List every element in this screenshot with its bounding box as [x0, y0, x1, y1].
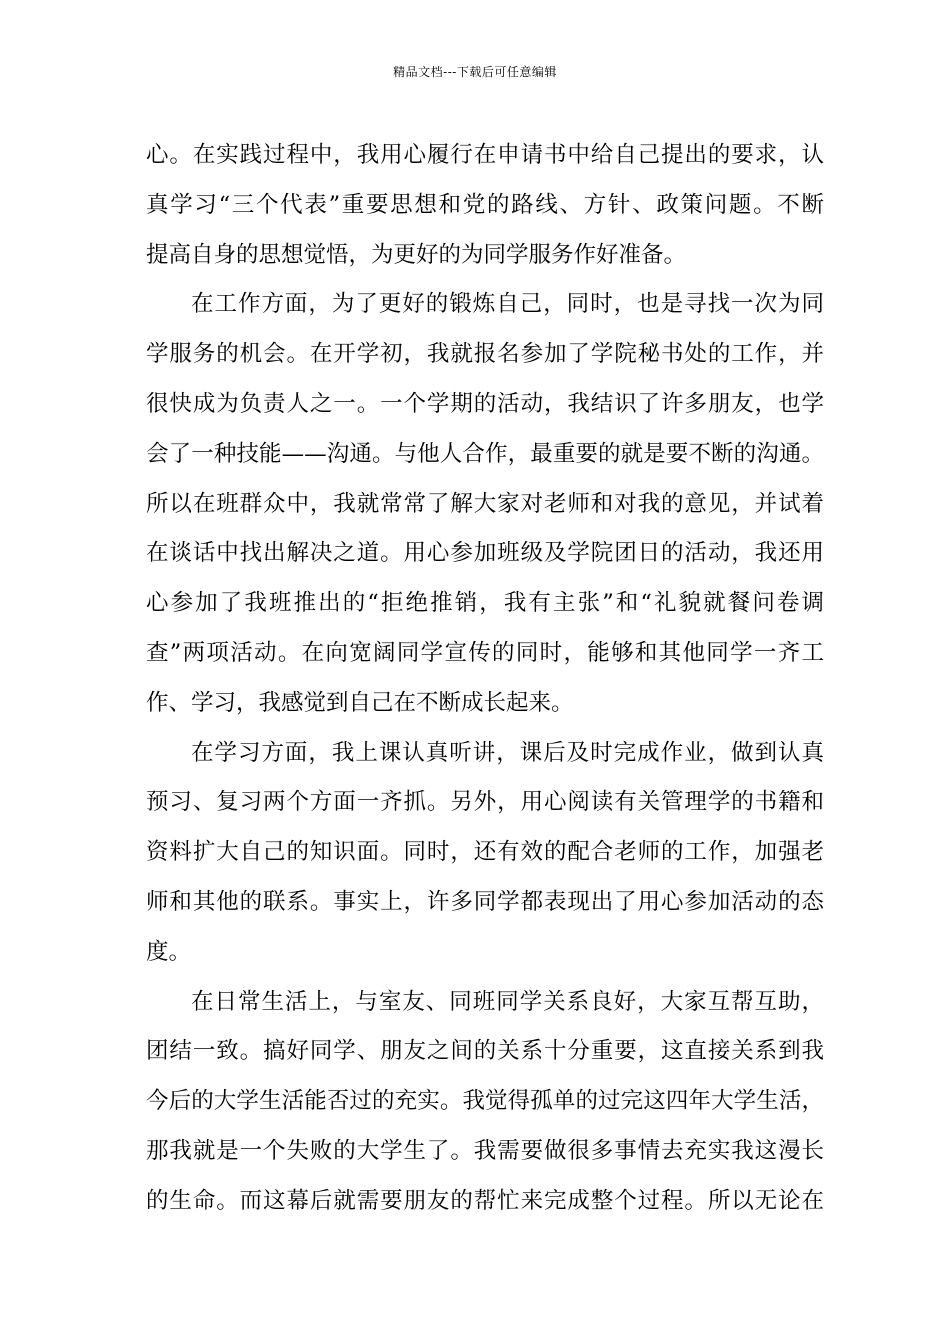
text-line: 心参加了我班推出的“拒绝推销，我有主张”和“礼貌就餐问卷调	[146, 590, 824, 617]
body-text	[146, 131, 824, 1227]
text-line: 真学习“三个代表”重要思想和党的路线、方针、政策问题。不断	[146, 191, 824, 218]
text-line: 师和其他的联系。事实上，许多同学都表现出了用心参加活动的态	[146, 888, 824, 915]
text-line: 在日常生活上，与室友、同班同学关系良好，大家互帮互助，	[191, 988, 824, 1015]
text-line: 在学习方面，我上课认真听讲，课后及时完成作业，做到认真	[191, 739, 824, 766]
text-line: 今后的大学生活能否过的充实。我觉得孤单的过完这四年大学生活，	[146, 1088, 824, 1115]
text-line: 在谈话中找出解决之道。用心参加班级及学院团日的活动，我还用	[146, 540, 824, 567]
text-line: 资料扩大自己的知识面。同时，还有效的配合老师的工作，加强老	[146, 839, 824, 866]
text-line: 学服务的机会。在开学初，我就报名参加了学院秘书处的工作，并	[146, 341, 824, 368]
text-line: 度。	[146, 938, 192, 965]
text-line: 提高自身的思想觉悟，为更好的为同学服务作好准备。	[146, 241, 687, 268]
text-line: 在工作方面，为了更好的锻炼自己，同时，也是寻找一次为同	[191, 291, 824, 318]
text-line: 的生命。而这幕后就需要朋友的帮忙来完成整个过程。所以无论在	[146, 1187, 824, 1214]
text-line: 那我就是一个失败的大学生了。我需要做很多事情去充实我这漫长	[146, 1137, 824, 1164]
text-line: 会了一种技能——沟通。与他人合作，最重要的就是要不断的沟通。	[146, 440, 824, 467]
text-line: 作、学习，我感觉到自己在不断成长起来。	[146, 689, 574, 716]
text-line: 预习、复习两个方面一齐抓。另外，用心阅读有关管理学的书籍和	[146, 789, 824, 816]
text-line: 团结一致。搞好同学、朋友之间的关系十分重要，这直接关系到我	[146, 1038, 824, 1065]
page-header: 精品文档---下载后可任意编辑	[393, 65, 557, 79]
text-line: 查”两项活动。在向宽阔同学宣传的同时，能够和其他同学一齐工	[146, 639, 824, 666]
text-line: 很快成为负责人之一。一个学期的活动，我结识了许多朋友，也学	[146, 390, 824, 417]
text-line: 所以在班群众中，我就常常了解大家对老师和对我的意见，并试着	[146, 490, 824, 517]
text-line: 心。在实践过程中，我用心履行在申请书中给自己提出的要求，认	[146, 142, 824, 168]
